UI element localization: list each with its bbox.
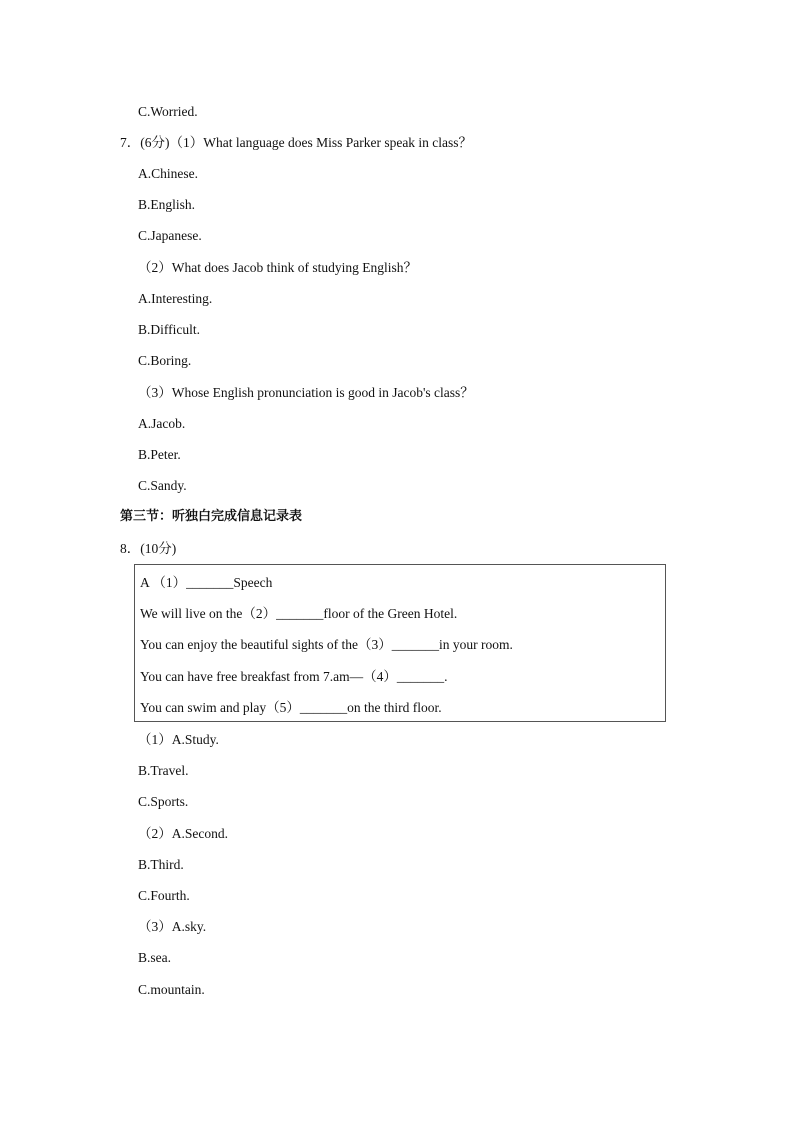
question-7-3: （3）Whose English pronunciation is good in Jacob's class？: [138, 385, 474, 400]
table-row-5: You can swim and play（5）_______on the third floor.: [140, 700, 442, 715]
option-7-2a: A.Interesting.: [138, 291, 213, 306]
option-7-3c: C.Sandy.: [138, 478, 187, 493]
table-row-4: You can have free breakfast from 7.am—（4）_______.: [140, 669, 448, 684]
option-7-3a: A.Jacob.: [138, 416, 186, 431]
info-record-table: [134, 564, 666, 722]
question-8: 8．(10分): [120, 541, 177, 556]
answer-1c: C.Sports.: [138, 794, 189, 809]
option-7-1c: C.Japanese.: [138, 228, 202, 243]
answer-2a: （2）A.Second.: [138, 826, 228, 841]
question-7-2: （2）What does Jacob think of studying English？: [138, 260, 417, 275]
worried-option: C.Worried.: [138, 104, 198, 119]
answer-1b: B.Travel.: [138, 763, 189, 778]
section-3-heading: 第三节：听独白完成信息记录表: [120, 509, 303, 524]
option-7-1a: A.Chinese.: [138, 166, 198, 181]
question-7: 7．(6分)（1）What language does Miss Parker speak in class？: [120, 135, 473, 150]
answer-3b: B.sea.: [138, 950, 171, 965]
option-7-2c: C.Boring.: [138, 353, 192, 368]
answer-2b: B.Third.: [138, 857, 184, 872]
table-row-3: You can enjoy the beautiful sights of the（3）_______in your room.: [140, 637, 513, 652]
option-7-1b: B.English.: [138, 197, 196, 212]
option-7-3b: B.Peter.: [138, 447, 181, 462]
answer-3c: C.mountain.: [138, 982, 205, 997]
answer-1a: （1）A.Study.: [138, 732, 219, 747]
table-row-2: We will live on the（2）_______floor of the Green Hotel.: [140, 606, 458, 621]
table-row-1: A （1）_______Speech: [140, 575, 273, 590]
option-7-2b: B.Difficult.: [138, 322, 200, 337]
answer-3a: （3）A.sky.: [138, 919, 207, 934]
answer-2c: C.Fourth.: [138, 888, 190, 903]
